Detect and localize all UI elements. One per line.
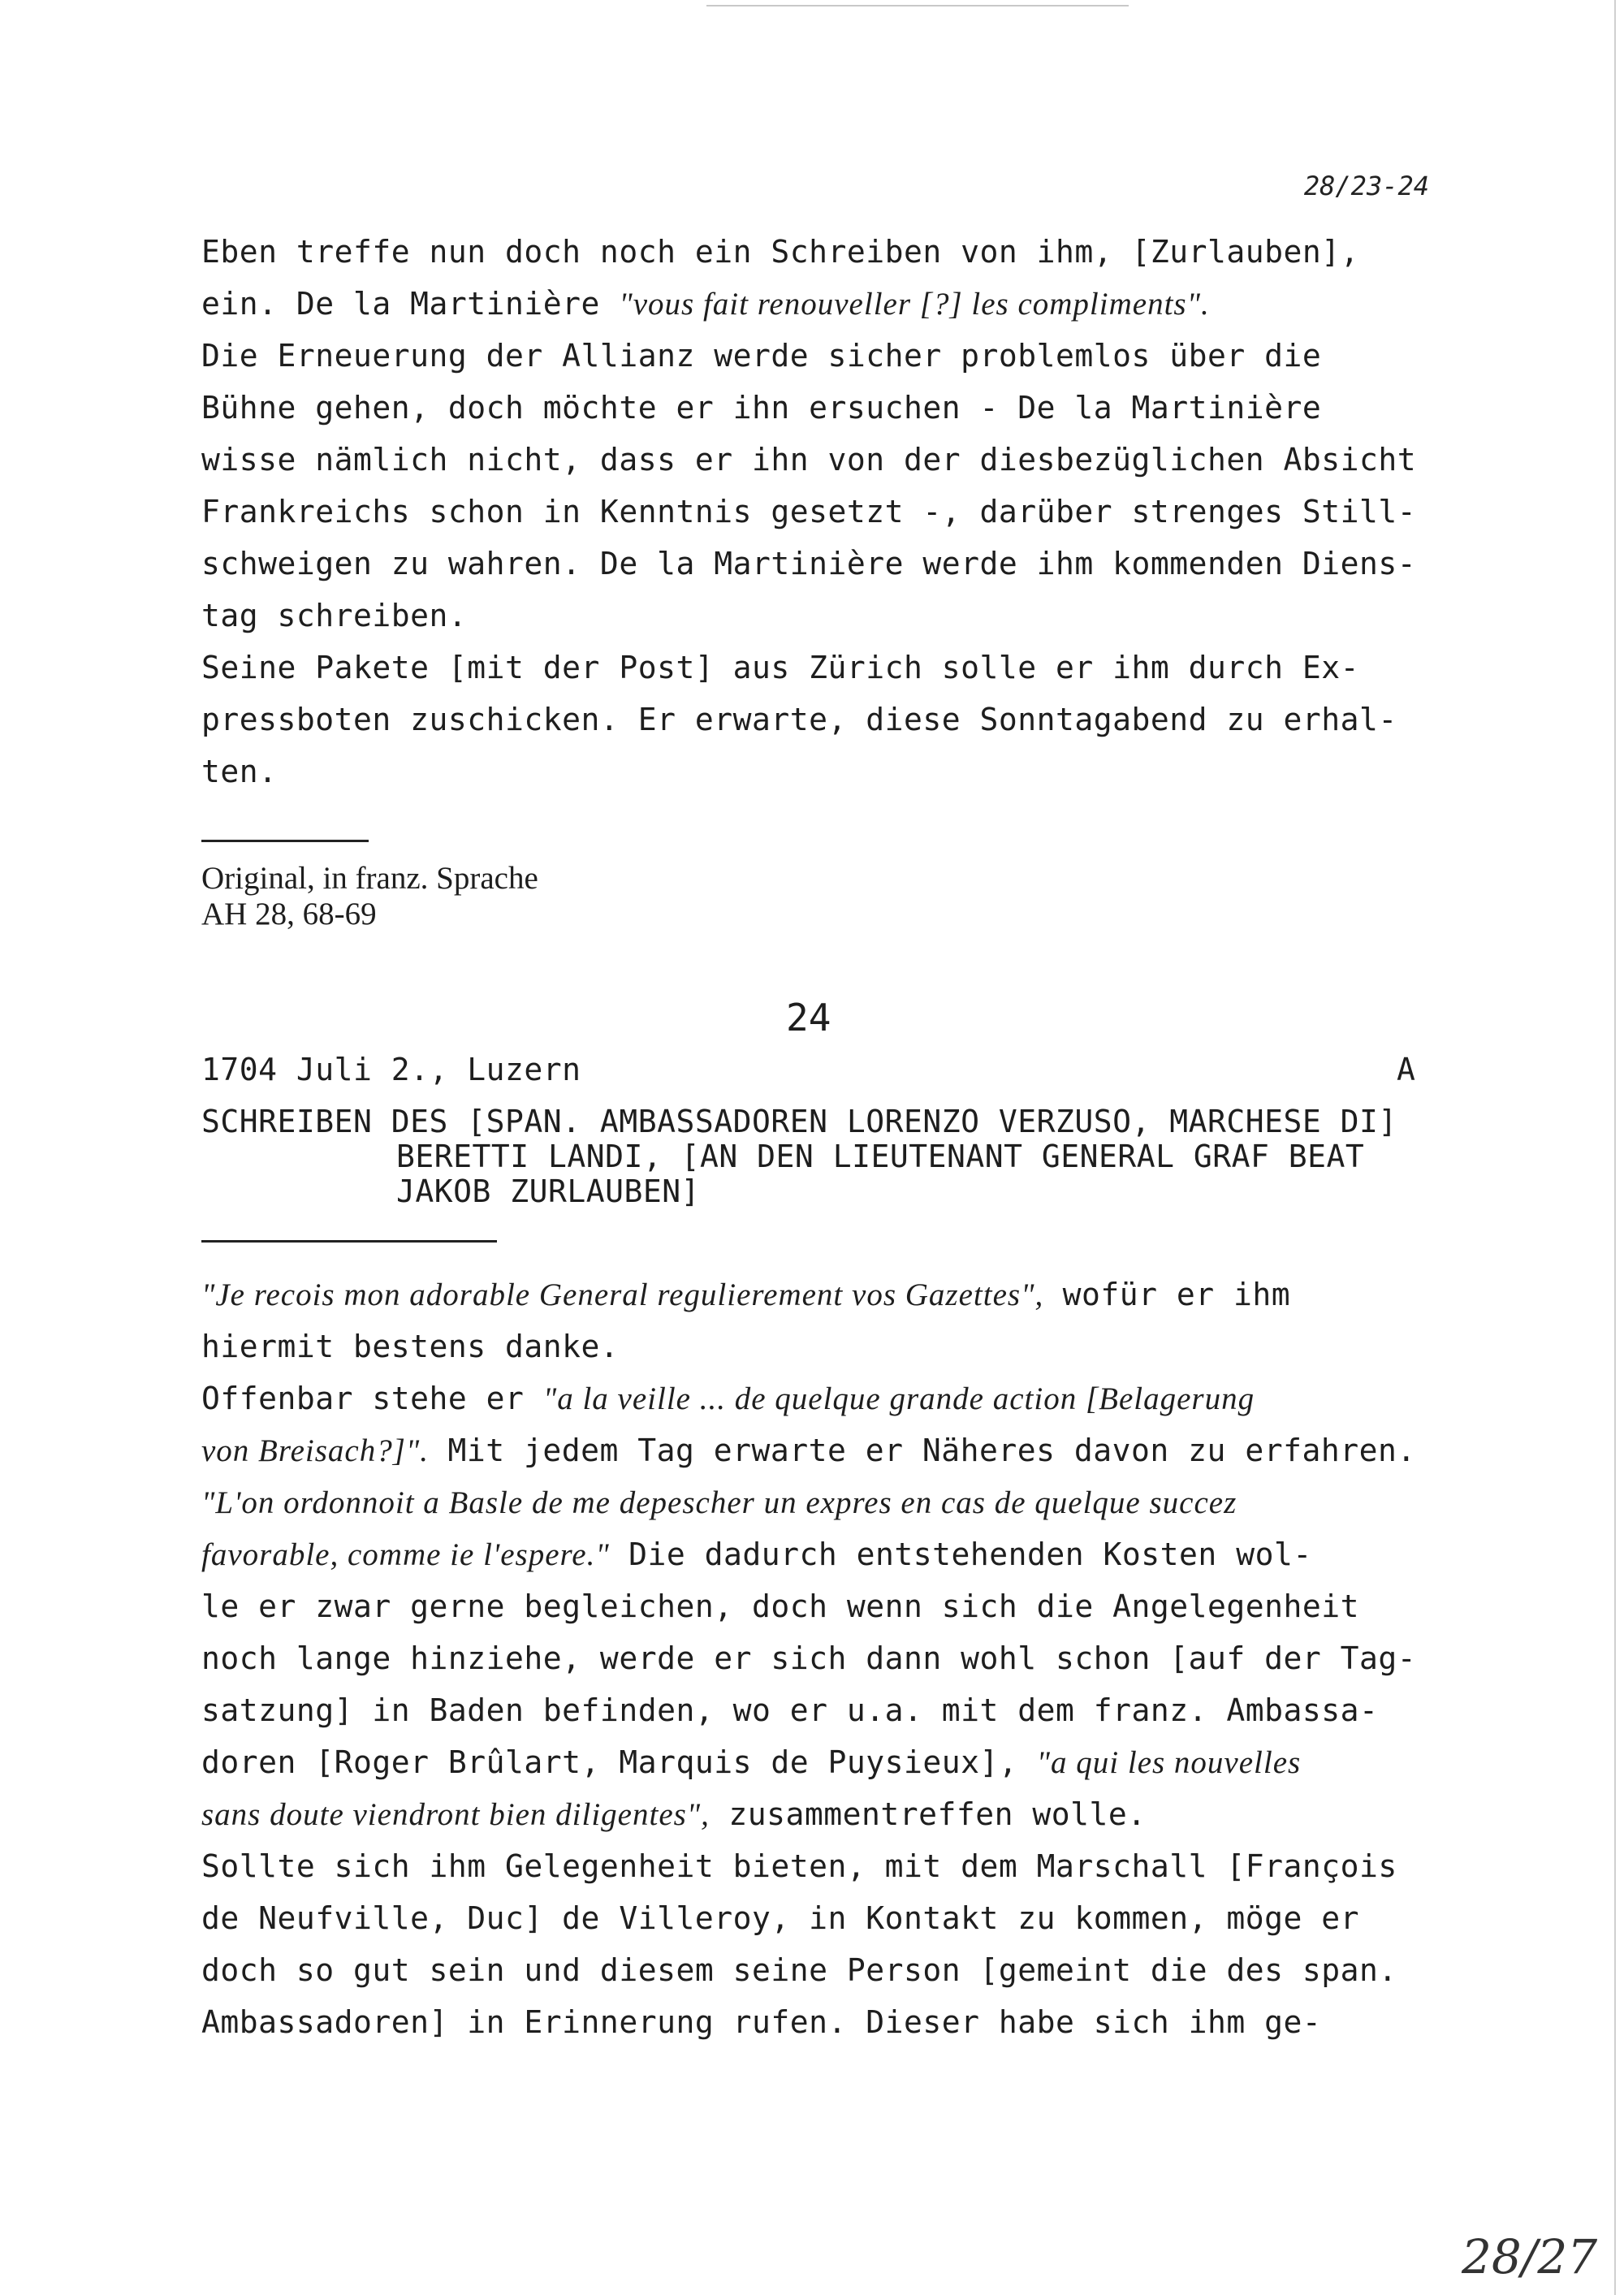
text-line: ten. [201, 754, 278, 789]
text-line: Die Erneuerung der Allianz werde sicher problemlos über die [201, 338, 1322, 374]
text-line: doch so gut sein und diesem seine Person [gemeint die des span. [201, 1952, 1397, 1988]
text-line: satzung] in Baden befinden, wo er u.a. mit dem franz. Ambassa- [201, 1692, 1379, 1728]
text-line [201, 1487, 1237, 1519]
french-quote: von Breisach?]". [201, 1433, 430, 1468]
heading-line: JAKOB ZURLAUBEN] [396, 1173, 701, 1209]
french-quote: "Je recois mon adorable General regulierement vos Gazettes", [201, 1277, 1044, 1312]
date-place: 1704 Juli 2., Luzern [201, 1052, 581, 1087]
french-quote: "vous fait renouveller [?] les compliments". [619, 287, 1210, 322]
text-line: favorable, comme ie l'espere." Die dadurch entstehenden Kosten wol- [201, 1536, 1312, 1572]
source-archive: AH 28, 68-69 [201, 897, 377, 931]
text-line: von Breisach?]". Mit jedem Tag erwarte er Näheres davon zu erfahren. [201, 1433, 1416, 1468]
french-quote: "a la veille ... de quelque grande action [Belagerung [542, 1381, 1255, 1416]
text-line: doren [Roger Brûlart, Marquis de Puysieux], "a qui les nouvelles [201, 1744, 1302, 1780]
text-line: le er zwar gerne begleichen, doch wenn sich die Angelegenheit [201, 1588, 1360, 1624]
text-line: Seine Pakete [mit der Post] aus Zürich solle er ihm durch Ex- [201, 650, 1360, 685]
text-line: pressboten zuschicken. Er erwarte, diese Sonntagabend zu erhal- [201, 702, 1397, 737]
text-line: schweigen zu wahren. De la Martinière werde ihm kommenden Diens- [201, 546, 1417, 581]
scan-artifact [706, 5, 1129, 6]
text-line: ein. De la Martinière "vous fait renouveller [?] les compliments". [201, 286, 1210, 322]
text-line: wisse nämlich nicht, dass er ihn von der diesbezüglichen Absicht [201, 442, 1417, 478]
heading-line: BERETTI LANDI, [AN DEN LIEUTENANT GENERAL GRAF BEAT [396, 1139, 1365, 1174]
text-line: "Je recois mon adorable General regulierement vos Gazettes", wofür er ihm [201, 1277, 1291, 1312]
page-reference: 28/23-24 [1303, 171, 1429, 201]
text-line: sans doute viendront bien diligentes", zusammentreffen wolle. [201, 1796, 1147, 1832]
text-line: Eben treffe nun doch noch ein Schreiben von ihm, [Zurlauben], [201, 234, 1360, 270]
french-quote: "L'on ordonnoit a Basle de me depescher un expres en cas de quelque succez [201, 1485, 1237, 1520]
source-note: Original, in franz. Sprache [201, 861, 538, 896]
source-divider [201, 840, 369, 842]
text-line: Bühne gehen, doch möchte er ihn ersuchen - De la Martinière [201, 390, 1322, 426]
heading-divider [201, 1240, 497, 1243]
text-line: noch lange hinziehe, werde er sich dann wohl schon [auf der Tag- [201, 1640, 1417, 1676]
classification-mark: A [1397, 1052, 1416, 1087]
text-line: de Neufville, Duc] de Villeroy, in Kontakt zu kommen, möge er [201, 1900, 1360, 1936]
french-quote: favorable, comme ie l'espere." [201, 1537, 610, 1572]
text-line: hiermit bestens danke. [201, 1329, 620, 1364]
french-quote: "a qui les nouvelles [1036, 1745, 1302, 1780]
text-line: tag schreiben. [201, 598, 468, 633]
document-number: 24 [786, 996, 831, 1039]
heading-line: SCHREIBEN DES [SPAN. AMBASSADOREN LORENZO VERZUSO, MARCHESE DI] [201, 1104, 1397, 1139]
text-line: Offenbar stehe er "a la veille ... de quelque grande action [Belagerung [201, 1381, 1255, 1416]
french-quote: sans doute viendront bien diligentes", [201, 1797, 710, 1832]
text-line: Sollte sich ihm Gelegenheit bieten, mit dem Marschall [François [201, 1848, 1397, 1884]
text-line: Frankreichs schon in Kenntnis gesetzt -, darüber strenges Still- [201, 494, 1417, 529]
handwritten-page-number: 28/27 [1462, 2229, 1598, 2284]
text-line: Ambassadoren] in Erinnerung rufen. Dieser habe sich ihm ge- [201, 2004, 1322, 2040]
page-edge [1614, 0, 1616, 2295]
